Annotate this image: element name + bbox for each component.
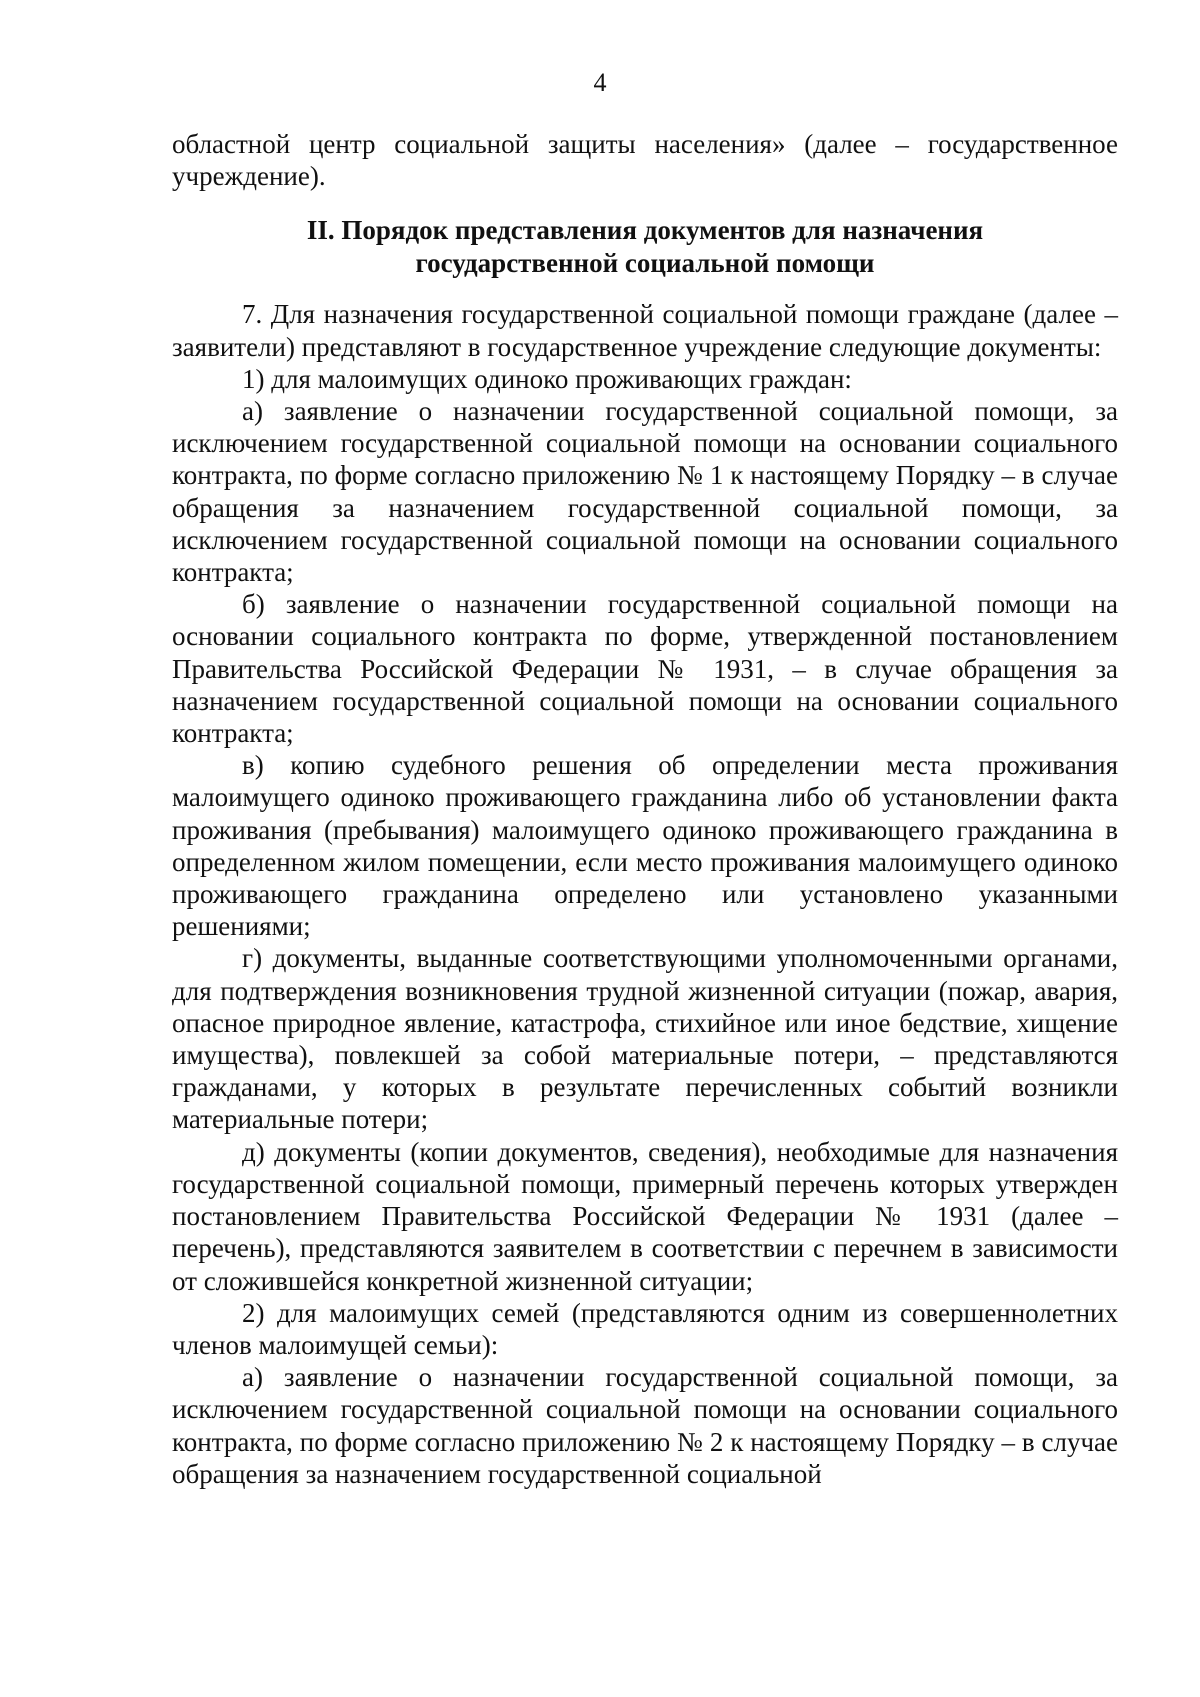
section-heading-line-1: II. Порядок представления документов для назначения — [306, 215, 984, 246]
paragraph-subitem-1a: а) заявление о назначении государственной социальной помощи, за исключением государственной социальной помощи на основании социального контракта, по форме согласно приложению № 1 к настоящему Порядку – в случае обращения за назначением государственной социальной помощи, за исключением государственной социальной помощи на основании социального контракта; — [172, 396, 1118, 588]
paragraph-subitem-1d: д) документы (копии документов, сведения), необходимые для назначения государственной социальной помощи, примерный перечень которых утвержден постановлением Правительства Российской Федерации № 1931 (далее – перечень), представляются заявителем в соответствии с перечнем в зависимости от сложившейся конкретной жизненной ситуации; — [172, 1136, 1118, 1296]
intro-paragraph: областной центр социальной защиты населения» (далее – государственное учреждение). — [172, 129, 1118, 192]
paragraph-subitem-1v: в) копию судебного решения об определении места проживания малоимущего одиноко проживающего гражданина либо об установлении факта проживания (пребывания) малоимущего одиноко проживающего гражданина в определенном жилом помещении, если место проживания малоимущего одиноко проживающего гражданина определено или установлено указанными решениями; — [172, 750, 1118, 942]
paragraph-item-7: 7. Для назначения государственной социальной помощи граждане (далее – заявители) представляют в государственное учреждение следующие документы: — [172, 299, 1118, 362]
paragraph-subitem-1g: г) документы, выданные соответствующими уполномоченными органами, для подтверждения возникновения трудной жизненной ситуации (пожар, авария, опасное природное явление, катастрофа, стихийное или иное бедствие, хищение имущества), повлекшей за собой материальные потери, – представляются гражданами, у которых в результате перечисленных событий возникли материальные потери; — [172, 943, 1118, 1135]
page-number: 4 — [593, 68, 607, 97]
paragraph-subitem-2: 2) для малоимущих семей (представляются одним из совершеннолетних членов малоимущей семьи): — [172, 1297, 1118, 1360]
paragraph-subitem-1: 1) для малоимущих одиноко проживающих граждан: — [242, 363, 852, 394]
section-heading-line-2: государственной социальной помощи — [415, 248, 875, 279]
paragraph-subitem-2a: а) заявление о назначении государственной социальной помощи, за исключением государственной социальной помощи на основании социального контракта, по форме согласно приложению № 2 к настоящему Порядку – в случае обращения за назначением государственной социальной — [172, 1362, 1118, 1489]
section-heading — [172, 214, 1118, 280]
document-body — [172, 128, 1118, 1490]
paragraph-subitem-1b: б) заявление о назначении государственной социальной помощи на основании социального контракта по форме, утвержденной постановлением Правительства Российской Федерации № 1931, – в случае обращения за назначением государственной социальной помощи на основании социального контракта; — [172, 589, 1118, 749]
